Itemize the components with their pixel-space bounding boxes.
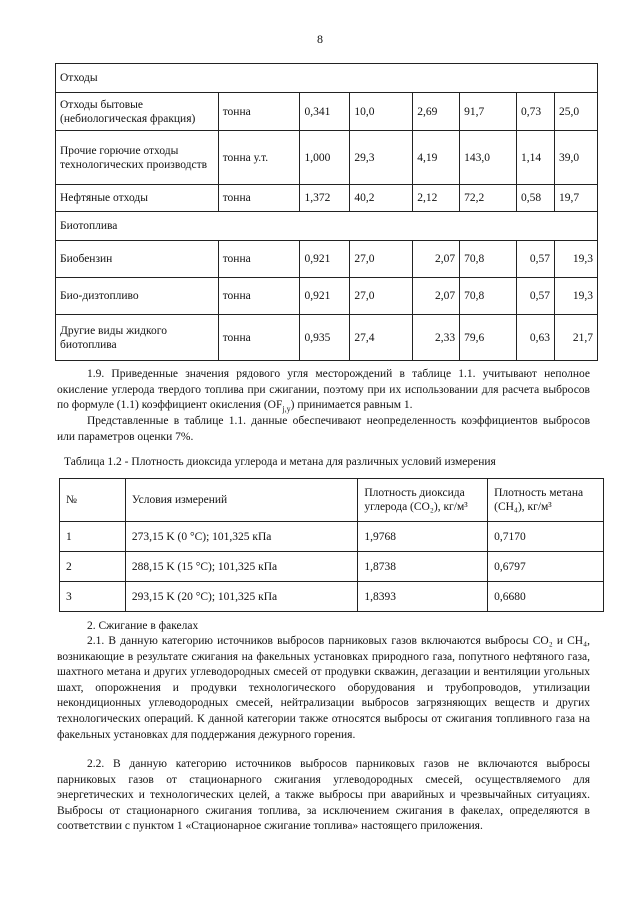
value-cell: 1,372 [300,185,350,212]
cell-co2: 1,8393 [358,582,488,612]
unit: тонна [218,185,300,212]
value-cell: 79,6 [460,315,517,361]
table-row [56,185,598,212]
table-row [56,315,598,361]
paragraph-uncertainty: Представленные в таблице 1.1. данные обеспечивают неопределенность коэффициентов выбросов или параметров оценки 7%. [57,415,590,443]
value-cell: 143,0 [460,131,517,185]
value-cell: 27,4 [350,315,413,361]
cell-ch4: 0,6797 [488,552,604,582]
value-cell: 0,921 [300,241,350,278]
value-cell: 25,0 [555,93,598,131]
table-row [60,552,604,582]
cell-cond: 273,15 K (0 °C); 101,325 кПа [125,522,357,552]
value-cell: 29,3 [350,131,413,185]
cell-num: 3 [60,582,126,612]
value-cell: 0,73 [517,93,555,131]
paragraph-2-2: 2.2. В данную категорию источников выбросов парниковых газов не включаются выбросы парниковых газов от стационарного сжигания углеводородных смесей, осуществляемого для энергетических и технологических целей, а также выбросы при аварийных и чрезвычайных ситуациях. Выбросы от стационарного сжигания топлива, за исключением сжигания в факелах, определяются в соответствии с пунктом 1 «Стационарное сжигание топлива» настоящего приложения. [57,758,590,833]
table-row [60,522,604,552]
value-cell: 0,57 [517,241,555,278]
paragraph-1-9: 1.9. Приведенные значения рядового угля месторождений в таблице 1.1. учитывают неполное окисление углерода твердого топлива при сжигании, поэтому при их использовании для расчета выбросов по формуле (1.1) коэффициент окисления $(OF_{j,y})$ принимается равным 1. [57,368,590,414]
value-cell: 39,0 [555,131,598,185]
value-cell: 0,935 [300,315,350,361]
value-cell: 0,58 [517,185,555,212]
header-conditions: Условия измерений [125,479,357,522]
table-row [56,93,598,131]
value-cell: 19,3 [555,278,598,315]
value-cell: 70,8 [460,278,517,315]
value-cell: 91,7 [460,93,517,131]
fuel-name: Другие виды жидкого биотоплива [56,315,219,361]
table-row [60,582,604,612]
value-cell: 19,7 [555,185,598,212]
fuel-name: Нефтяные отходы [56,185,219,212]
value-cell: 2,07 [413,278,460,315]
paragraph-2-1: 2.1. В данную категорию источников выбросов парниковых газов включаются выбросы CO₂ и CH₄, возникающие в результате сжигания на факельных установках природного газа, попутного нефтяного газа, шахтного метана и других углеводородных смесей от продувки скважин, дегазации и вентиляции угольных шахт, опорожнения и продувки технологического оборудования и трубопроводов, утилизации некондиционных углеводородных смесей, нейтрализации выбросов загрязняющих веществ и других технологических операций. К данной категории также относятся выбросы от сжигания топливного газа на факельных установках для поддержания дежурного горения. [57,635,590,741]
unit: тонна [218,241,300,278]
unit: тонна [218,93,300,131]
value-cell: 19,3 [555,241,598,278]
value-cell: 2,69 [413,93,460,131]
fuel-name: Прочие горючие отходы технологических производств [56,131,219,185]
value-cell: 21,7 [555,315,598,361]
table-row [56,278,598,315]
value-cell: 27,0 [350,278,413,315]
header-co2-density: Плотность диоксида углерода (CO₂), кг/м³ [358,479,488,522]
value-cell: 1,14 [517,131,555,185]
value-cell: 0,341 [300,93,350,131]
section-title: Отходы [56,64,598,93]
value-cell: 70,8 [460,241,517,278]
fuel-name: Биобензин [56,241,219,278]
table-row [56,131,598,185]
value-cell: 2,12 [413,185,460,212]
value-cell: 0,921 [300,278,350,315]
emission-factors-table [55,63,598,361]
value-cell: 2,07 [413,241,460,278]
value-cell: 4,19 [413,131,460,185]
value-cell: 27,0 [350,241,413,278]
page-number: 8 [317,32,323,46]
cell-cond: 288,15 K (15 °C); 101,325 кПа [125,552,357,582]
cell-co2: 1,9768 [358,522,488,552]
value-cell: 10,0 [350,93,413,131]
section-title: Биотоплива [56,212,598,241]
value-cell: 40,2 [350,185,413,212]
table-1-2-caption: Таблица 1.2 - Плотность диоксида углерода и метана для различных условий измерения [64,456,496,468]
header-ch4-density: Плотность метана (CH₄), кг/м³ [488,479,604,522]
fuel-name: Отходы бытовые (небиологическая фракция) [56,93,219,131]
value-cell: 1,000 [300,131,350,185]
cell-num: 2 [60,552,126,582]
unit: тонна [218,315,300,361]
cell-co2: 1,8738 [358,552,488,582]
section-2-title: 2. Сжигание в факелах [87,620,199,632]
table-row [56,241,598,278]
unit: тонна [218,278,300,315]
density-table [59,478,604,612]
cell-cond: 293,15 K (20 °C); 101,325 кПа [125,582,357,612]
value-cell: 0,63 [517,315,555,361]
cell-num: 1 [60,522,126,552]
value-cell: 72,2 [460,185,517,212]
cell-ch4: 0,6680 [488,582,604,612]
fuel-name: Био-дизтопливо [56,278,219,315]
cell-ch4: 0,7170 [488,522,604,552]
value-cell: 0,57 [517,278,555,315]
header-num: № [60,479,126,522]
value-cell: 2,33 [413,315,460,361]
unit: тонна у.т. [218,131,300,185]
